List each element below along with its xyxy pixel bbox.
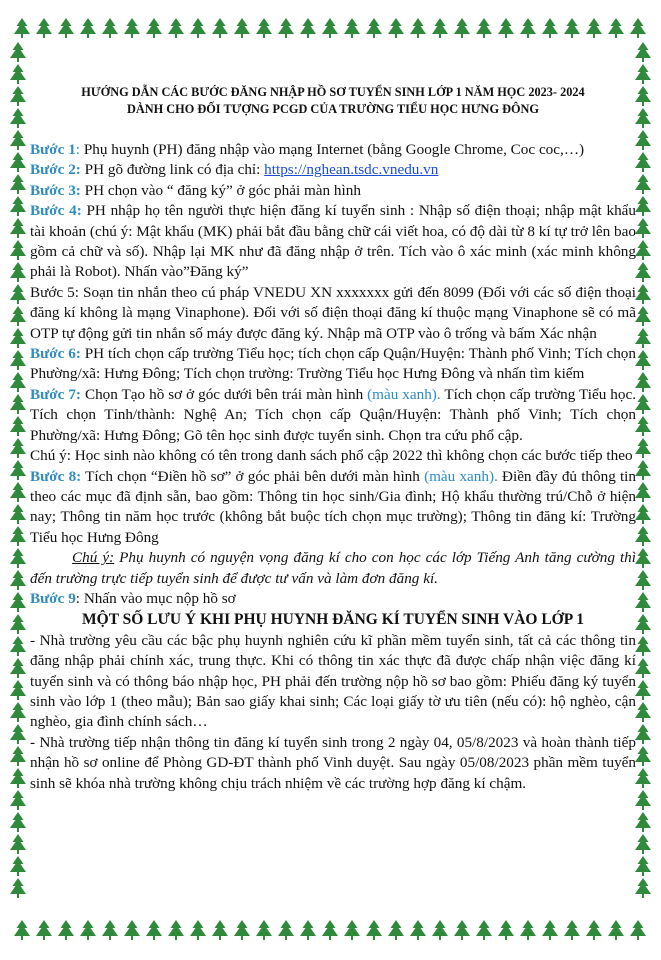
tree-icon [635,174,651,194]
tree-icon [322,920,338,940]
tree-icon [10,592,26,612]
tree-icon [635,834,651,854]
tree-icon [80,920,96,940]
tree-icon [520,920,536,940]
tree-icon [10,152,26,172]
tree-icon [635,42,651,62]
tree-icon [635,262,651,282]
step-9-label: Bước 9 [30,589,76,607]
tree-icon [102,920,118,940]
tree-icon [10,350,26,370]
tree-icon [635,856,651,876]
tree-icon [635,350,651,370]
tree-icon [10,372,26,392]
tree-icon [10,196,26,216]
tree-icon [608,18,624,38]
tree-icon [635,240,651,260]
step-3-label: Bước 3: [30,181,81,199]
tree-icon [10,504,26,524]
tree-icon [635,812,651,832]
document-title [30,84,636,118]
tree-icon [146,920,162,940]
tree-icon [36,18,52,38]
tree-icon [635,130,651,150]
tree-icon [278,18,294,38]
tree-icon [635,372,651,392]
tree-icon [300,18,316,38]
tree-icon [278,920,294,940]
tree-icon [10,658,26,678]
tree-icon [10,394,26,414]
step-1: Bước 1: Phụ huynh (PH) đăng nhập vào mạng Internet (bằng Google Chrome, Coc coc,…) [30,141,585,158]
section-paragraph-1: - Nhà trường yêu cầu các bậc phụ huynh nghiên cứu kĩ phần mềm tuyển sinh, tất cả các thông tin đăng nhập phải chính xác, trung thực. Khi có thông tin xác thực đã được chấp nhận việc đăng kí tuyển sinh và có thông báo nhập học, PH phải đến trường nộp hồ sơ bao gồm: Phiếu đăng ký tuyển sinh vào lớp 1 (theo mẫu); Bản sao giấy khai sinh; Các loại giấy tờ ưu tiên (nếu có): hộ nghèo, cận nghèo, gia đình chính sách… [30,631,636,731]
step-4-label: Bước 4: [30,202,82,220]
tree-icon [635,702,651,722]
tree-icon [344,18,360,38]
tree-icon [10,416,26,436]
tree-icon [10,856,26,876]
tree-icon [542,920,558,940]
tree-icon [520,18,536,38]
tree-icon [58,920,74,940]
tree-icon [542,18,558,38]
tree-icon [36,920,52,940]
note-2: Chú ý: Phụ huynh có nguyện vọng đăng kí cho con học các lớp Tiếng Anh tăng cường thì đến trường trực tiếp tuyển sinh để được tư vấn và làm đơn đăng kí. [30,549,636,587]
step-2: Bước 2: PH gõ đường link có địa chỉ: https://nghean.tsdc.vnedu.vn [30,161,439,179]
document-body [30,140,636,794]
step-1-label: Bước 1 [30,141,76,158]
tree-icon [635,218,651,238]
tree-icon [635,504,651,524]
tree-icon [498,18,514,38]
tree-icon [234,18,250,38]
tree-icon [10,746,26,766]
tree-icon [432,18,448,38]
tree-icon [635,284,651,304]
step-5: Bước 5: Soạn tin nhắn theo cú pháp VNEDU XN xxxxxxx gửi đến 8099 (Đối với các số điện thoại đăng kí không là mạng Vinaphone). Đối với số điện thoại đăng kí thuộc mạng Vinaphone sẽ có mã OTP tự động gửi tin nhắn số máy được đăng ký. Nhập mã OTP vào ô trống và bấm Xác nhận [30,283,636,342]
tree-icon [635,746,651,766]
tree-icon [10,548,26,568]
tree-icon [10,702,26,722]
tree-icon [300,920,316,940]
step-2-label: Bước 2: [30,161,81,179]
tree-icon [564,920,580,940]
tree-icon [454,18,470,38]
tree-icon [635,460,651,480]
tree-icon [635,548,651,568]
tree-icon [58,18,74,38]
tree-icon [10,526,26,546]
step-9: Bước 9: Nhấn vào mục nộp hồ sơ [30,589,236,607]
tree-icon [608,920,624,940]
tree-icon [635,196,651,216]
tree-icon [124,920,140,940]
tree-icon [10,240,26,260]
tree-icon [635,790,651,810]
tree-icon [146,18,162,38]
tree-icon [635,526,651,546]
tree-icon [10,570,26,590]
step-6: Bước 6: PH tích chọn cấp trường Tiểu học; tích chọn cấp Quận/Huyện: Thành phố Vinh; Tích chọn Phường/xã: Hưng Đông; Tích chọn trường: Trường Tiểu học Hưng Đông và nhấn tìm kiếm [30,345,636,383]
tree-icon [190,920,206,940]
tree-icon [10,636,26,656]
tree-icon [10,482,26,502]
tree-icon [635,108,651,128]
tree-icon [10,768,26,788]
title-line-1: HƯỚNG DẪN CÁC BƯỚC ĐĂNG NHẬP HỒ SƠ TUYỂN SINH LỚP 1 NĂM HỌC 2023- 2024 [81,85,585,99]
tree-icon [256,920,272,940]
tree-icon [564,18,580,38]
tree-icon [635,768,651,788]
tree-icon [10,262,26,282]
tree-icon [10,284,26,304]
step-8-label: Bước 8: [30,467,82,485]
tree-icon [635,658,651,678]
tree-icon [10,108,26,128]
tree-icon [635,724,651,744]
tree-icon [234,920,250,940]
tree-icon [10,812,26,832]
tree-icon [635,438,651,458]
tree-icon [635,614,651,634]
tree-icon [635,878,651,898]
tree-icon [635,416,651,436]
tree-icon [635,482,651,502]
tree-icon [10,834,26,854]
tree-icon [635,306,651,326]
tree-icon [124,18,140,38]
tree-icon [10,680,26,700]
tree-icon [635,86,651,106]
tree-icon [10,878,26,898]
tree-icon [10,328,26,348]
tree-icon [476,920,492,940]
tree-icon [10,724,26,744]
step-6-label: Bước 6: [30,345,81,363]
tree-icon [366,18,382,38]
step-8: Bước 8: Tích chọn “Điền hồ sơ” ở góc phải bên dưới màn hình (màu xanh). Điền đầy đủ thông tin theo các mục đã định sẵn, bao gồm: Thông tin học sinh/Gia đình; Hộ khẩu thường trú/Chỗ ở hiện nay; Thông tin năm học trước (không bắt buộc tích chọn mục trường); Thông tin đăng kí: Trường Tiểu học Hưng Đông [30,467,636,546]
tree-icon [168,920,184,940]
tree-icon [10,64,26,84]
section-heading: MỘT SỐ LƯU Ý KHI PHỤ HUYNH ĐĂNG KÍ TUYỂN SINH VÀO LỚP 1 [82,611,584,629]
tree-icon [366,920,382,940]
tree-icon [454,920,470,940]
tree-icon [630,920,646,940]
tree-icon [344,920,360,940]
tree-icon [190,18,206,38]
tree-icon [630,18,646,38]
tree-icon [635,152,651,172]
tree-icon [322,18,338,38]
tree-icon [10,218,26,238]
note-1: Chú ý: Học sinh nào không có tên trong danh sách phổ cập 2022 thì không chọn các bước tiếp theo [30,447,633,465]
title-line-2: DÀNH CHO ĐỐI TƯỢNG PCGD CỦA TRƯỜNG TIỂU HỌC HƯNG ĐÔNG [127,102,539,116]
tree-icon [586,920,602,940]
tree-icon [10,306,26,326]
tree-icon [256,18,272,38]
tree-icon [10,86,26,106]
tree-icon [388,920,404,940]
step-7-label: Bước 7: [30,385,81,403]
tree-icon [80,18,96,38]
tree-icon [635,680,651,700]
tree-icon [10,438,26,458]
tree-icon [432,920,448,940]
step-3: Bước 3: PH chọn vào “ đăng ký” ở góc phải màn hình [30,181,361,199]
registration-link[interactable]: https://nghean.tsdc.vnedu.vn [264,161,439,179]
tree-icon [10,614,26,634]
tree-icon [212,18,228,38]
tree-icon [476,18,492,38]
tree-icon [212,920,228,940]
tree-icon [10,130,26,150]
tree-icon [168,18,184,38]
section-paragraph-2: - Nhà trường tiếp nhận thông tin đăng kí tuyển sinh trong 2 ngày 04, 05/8/2023 và hoàn thành tiếp nhận hồ sơ online để Phòng GD-ĐT thành phố Vinh duyệt. Sau ngày 05/08/2023 phần mềm tuyển sinh sẽ khóa nhà trường không chịu trách nhiệm về các trường hợp đăng kí chậm. [30,733,636,792]
tree-icon [410,920,426,940]
tree-icon [635,394,651,414]
step-7: Bước 7: Chọn Tạo hồ sơ ở góc dưới bên trái màn hình (màu xanh). Tích chọn cấp trường Tiểu học. Tích chọn Tỉnh/thành: Nghệ An; Tích chọn cấp Quận/Huyện: Thành phố Vinh; Tích chọn Phường/xã: Hưng Đông; Gõ tên học sinh được tuyển sinh. Chọn tra cứu phổ cập. [30,385,636,444]
tree-icon [635,328,651,348]
tree-icon [10,790,26,810]
tree-icon [410,18,426,38]
tree-icon [635,636,651,656]
tree-icon [14,920,30,940]
tree-icon [10,174,26,194]
tree-icon [102,18,118,38]
tree-icon [635,64,651,84]
tree-icon [10,460,26,480]
tree-icon [586,18,602,38]
tree-icon [635,570,651,590]
step-4: Bước 4: PH nhập họ tên người thực hiện đăng kí tuyển sinh : Nhập số điện thoại; nhập mật khẩu tài khoản (chú ý: Mật khẩu (MK) phải bắt đầu bằng chữ cái viết hoa, có độ dài từ 8 kí tự trở lên bao gồm cả chữ và số). Nhập lại MK như đã đăng nhập ở trên. Tích vào ô xác minh (xác minh không phải là Robot). Nhấn vào”Đăng ký” [30,202,637,281]
tree-icon [14,18,30,38]
tree-icon [498,920,514,940]
tree-icon [388,18,404,38]
tree-icon [635,592,651,612]
tree-icon [10,42,26,62]
